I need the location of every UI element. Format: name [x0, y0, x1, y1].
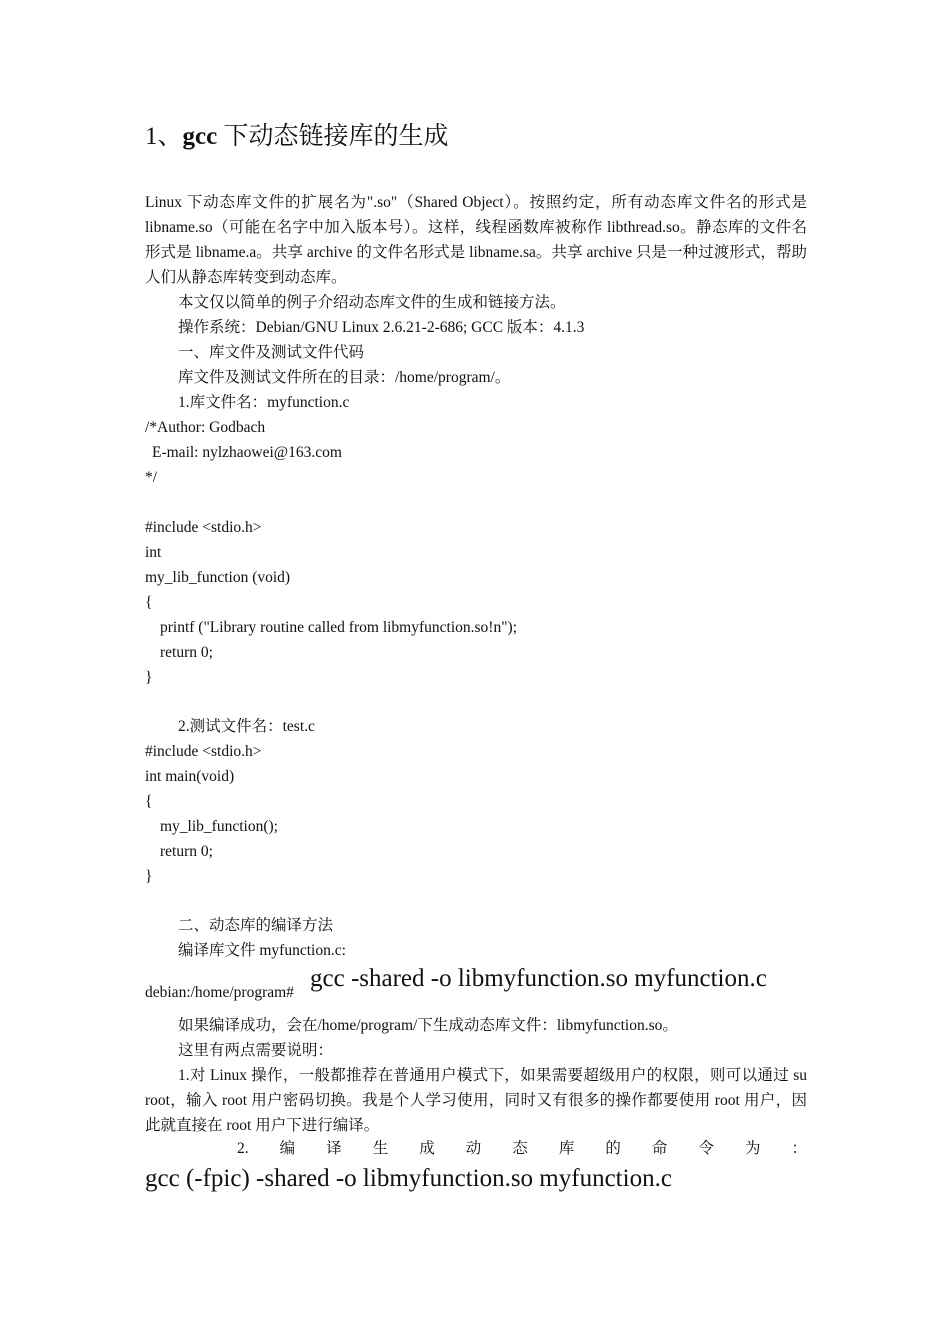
code-line: #include <stdio.h>: [145, 743, 262, 760]
text-line: 一、库文件及测试文件代码: [178, 344, 365, 361]
note-paragraph: 1.对 Linux 操作，一般都推荐在普通用户模式下，如果需要超级用户的权限，则可以通过 su root，输入 root 用户密码切换。我是个人学习使用，同时又有很多的操作都要使用 root 用户，因此就直接在 root 用户下进行编译。: [145, 1067, 807, 1134]
code-line: {: [145, 594, 153, 611]
text-line: 1.库文件名：myfunction.c: [178, 394, 350, 411]
intro-paragraph: Linux 下动态库文件的扩展名为".so"（Shared Object）。按照约定，所有动态库文件名的形式是 libname.so（可能在名字中加入版本号）。这样，线程函数库被称作 libthread.so。静态库的文件名形式是 libname.a。共享 archive 的文件名形式是 libname.sa。共享 archive 只是一种过渡形式，帮助人们从静态库转变到动态库。: [145, 194, 807, 286]
text-line: 2.测试文件名：test.c: [178, 718, 315, 735]
code-line: my_lib_function (void): [145, 569, 291, 586]
text-line: 操作系统：Debian/GNU Linux 2.6.21-2-686; GCC 版本：4.1.3: [178, 319, 585, 336]
spaced-char: 译: [326, 1140, 342, 1157]
spaced-line: [145, 1136, 807, 1161]
spaced-char: 的: [605, 1140, 621, 1157]
spaced-char: 命: [651, 1140, 668, 1157]
code-line: }: [145, 669, 153, 686]
spaced-char: 编: [279, 1140, 296, 1157]
code-line: {: [145, 793, 153, 810]
text-line: 本文仅以简单的例子介绍动态库文件的生成和链接方法。: [178, 294, 566, 311]
spaced-char: 2.: [237, 1140, 249, 1157]
spaced-char: 动: [465, 1140, 482, 1157]
spaced-char: 令: [698, 1140, 714, 1157]
code-line: }: [145, 868, 153, 885]
text-line: 这里有两点需要说明：: [178, 1042, 334, 1059]
code-line: /*Author: Godbach: [145, 419, 266, 436]
code-line: #include <stdio.h>: [145, 519, 262, 536]
code-line: return 0;: [160, 644, 213, 661]
text-line: 二、动态库的编译方法: [178, 917, 334, 934]
section-title: [145, 116, 448, 152]
spaced-char: 成: [419, 1140, 435, 1157]
title-bold: gcc: [182, 123, 218, 150]
shell-prompt: debian:/home/program#: [145, 984, 294, 1001]
spaced-char: 生: [372, 1140, 389, 1157]
title-prefix: 1、: [145, 123, 183, 150]
code-line: */: [145, 469, 158, 486]
code-line: int: [145, 544, 162, 561]
spaced-char: ：: [791, 1140, 807, 1157]
title-rest: 下动态链接库的生成: [217, 123, 449, 150]
spaced-char: 库: [558, 1140, 575, 1157]
spaced-char: 态: [512, 1140, 528, 1157]
shell-command-2: gcc (-fpic) -shared -o libmyfunction.so myfunction.c: [145, 1165, 672, 1192]
code-line: return 0;: [160, 843, 213, 860]
spaced-char: 为: [744, 1140, 761, 1157]
text-line: 编译库文件 myfunction.c:: [178, 942, 346, 959]
shell-command: gcc -shared -o libmyfunction.so myfunction.c: [310, 965, 767, 992]
code-line: printf ("Library routine called from libmyfunction.so!n");: [160, 619, 517, 636]
code-line: E-mail: nylzhaowei@163.com: [152, 444, 342, 461]
text-line: 如果编译成功，会在/home/program/下生成动态库文件：libmyfunction.so。: [178, 1017, 678, 1034]
text-line: 库文件及测试文件所在的目录：/home/program/。: [178, 369, 511, 386]
code-line: int main(void): [145, 768, 235, 785]
code-line: my_lib_function();: [160, 818, 278, 835]
